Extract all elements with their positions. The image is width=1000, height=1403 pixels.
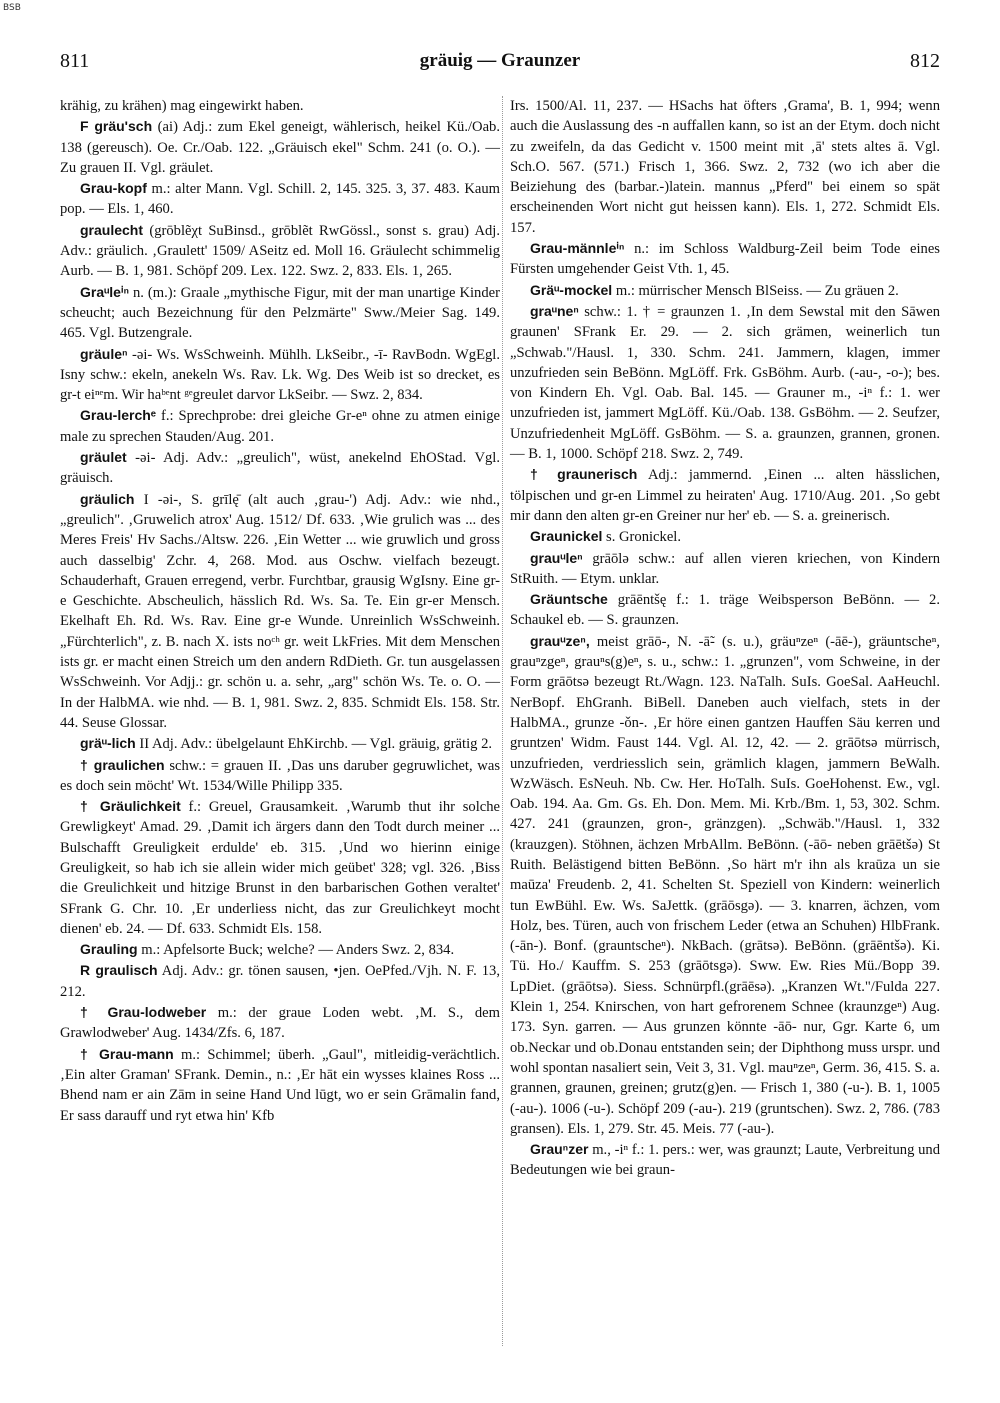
library-stamp: BSB [3, 3, 21, 13]
dictionary-entry [510, 526, 940, 547]
entry-text: schw.: 1. † = graunzen 1. ‚In dem Sewstal mit den Sāwen graunen' SFrank Er. 29. — 2. sich grämen, weinerlich tun „Schwab."/Hausl. 1, 330. Schm. 241. Jammern, klagen, immer unzufrieden sein BeBönn. MgLöff. Frk. GsBöhm. Aurb. (-au-, -o-); bes. von Kindern Eh. Vgl. Oab. Bal. 145. — Grauner m., -iⁿ f.: 1. wer unzufrieden ist, jammert MgLöff. Kü./Oab. 138. GsBöhm. — 2. Seufzer, Unzufriedenheit MgLöff. GsBöhm. — S. a. graunzen, grannen, gronen. — B. 1, 1000. Schöpf 218. Swz. 2, 749. [510, 303, 940, 463]
page-number-left: 811 [60, 50, 90, 72]
entry-text: n. (m.): Graale „mythische Figur, mit der man unartige Kinder scheucht; auch Bezeichnung für den Pelzmärte" Sww./Meier Sag. 149. 465. Vgl. Butzengrale. [60, 284, 500, 342]
entry-text: Adj.: jammernd. ‚Einen ... alten hässlichen, tölpischen und gr-en Limmel zu heiraten' Aug. 1710/Aug. 201. ‚So gebt mir dann den alten gr-en Greiner nur her' eb. — S. a. greinerisch. [510, 467, 941, 524]
entry-text: -əi- Ws. WsSchweinh. Mühlh. LkSeibr., -ī- RavBodn. WgEgl. Isny schw.: ekeln, anekeln Ws. Rav. Lk. Wg. Des Weib ist so drecket, es gr-t eiⁿᵉm. Wir haᵇᵉnt ᵍᵉgreulet darvor LkSeibr. — Swz. 2, 834. [60, 346, 500, 404]
entry-headword: † graulichen [80, 756, 165, 773]
entry-headword: Grauling [80, 941, 138, 958]
dictionary-entry [510, 301, 940, 464]
entry-text: -əi- Adj. Adv.: „greulich", wüst, anekelnd EhOStad. Vgl. gräuisch. [60, 450, 500, 487]
entry-text: (ai) Adj.: zum Ekel geneigt, wählerisch, heikel Kü./Oab. 138 (gereusch). Oe. Cr./Oab. 122. „Gräuisch ekel" Schm. 241 (o. O.). — Zu grauen II. Vgl. gräulet. [60, 119, 500, 176]
entry-headword: Gräᵘ-mockel [530, 281, 613, 298]
dictionary-entry [510, 238, 940, 280]
entry-text: schw.: = grauen II. ‚Das uns daruber gegruwlichet, was es doch sein möcht' Wt. 1534/Wille Philipp 335. [60, 757, 500, 794]
dictionary-entry [60, 220, 500, 282]
entry-headword: gräulet [80, 449, 127, 466]
dictionary-entry [510, 464, 940, 526]
entry-text: II Adj. Adv.: übelgelaunt EhKirchb. — Vgl. gräuig, grätig 2. [139, 736, 493, 753]
dictionary-entry [60, 1044, 500, 1126]
dictionary-entry [60, 489, 500, 734]
dictionary-entry [60, 796, 500, 939]
entry-headword: grauᵘleⁿ [530, 549, 583, 566]
entry-text: I -əi-, S. grīlę̄ (alt auch ‚grau-') Adj. Adv.: wie nhd., „greulich". ‚Gruwelich atrox' Aug. 1512/ Df. 633. ‚Wie grulich was ... des Meres Freis' Hv Sachs./Altsw. 226. ‚Ein Wetter ... wie gruwlich und gross auch dasselbig' Zchr. 4, 268. Mod. aus Oschw. vielfach bezeugt. Schauderhaft, Grauen erregend, verbr. Furchtbar, grausig WgIsny. Eine gr-e Geschichte. Abscheulich, hässlich Rd. Ws. Sa. Te. Ein gr-er Mensch. Ekelhaft Eh. Rd. Ws. Rav. Eine gr-e Wunde. Unreinlich WsSchweinh. „Fürchterlich", z. B. nach X. ists noᶜʰ gr. weit LkFries. Mit dem Menschen ists gr. er macht einen Streich um den andern RdDieth. Gr. tun ausgelassen WsSchweinh. Vor Adjj.: gr. schön u. a. sehr, „arg" schön Ws. Te. o. O. — In der HalbMA. wie nhd. — B. 1, 981. Swz. 2, 835. Schmidt Els. 158. Str. 44. Seuse Glossar. [60, 491, 500, 731]
entry-text: f.: Greuel, Grausamkeit. ‚Warumb thut ihr solche Grewligkeyt' Amad. 29. ‚Damit ich ärgers dann den Todt durch meiner ... Bulschafft Greuligkeit erdulde' eb. 315. ‚Und wo hierinn einige Greuligkeit, so hab ich sie allein wider mich geübet' 328; vgl. 326. ‚Biss die Greulichkeit und hitzige Brunst in den barbarischen Gothen veraltet' SFrank G. Chr. 10. ‚Er underliess nicht, das zur Greulichkeyt mocht dienen' eb. 24. — Df. 633. Schmidt Els. 158. [60, 799, 501, 937]
page-number-right: 812 [910, 50, 940, 72]
dictionary-entry [510, 1139, 940, 1181]
entry-text: Adj. Adv.: gr. tönen sausen, •jen. OePfed./Vjh. N. F. 13, 212. [60, 963, 500, 1000]
entry-headword: † Gräulichkeit [80, 798, 181, 815]
dictionary-entry [60, 733, 500, 754]
entry-headword: Grauⁿzer [530, 1141, 589, 1158]
entry-text: n.: im Schloss Waldburg-Zeil beim Tode eines Fürsten umgehender Geist Vth. 1, 45. [510, 241, 940, 278]
dictionary-entry [510, 548, 940, 590]
right-column [510, 96, 940, 1181]
dictionary-entry [60, 960, 500, 1002]
entry-text: meist grāō-, N. -ā̃- (s. u.), gräuⁿzeⁿ (-āē-), gräuntscheⁿ, grauⁿzgeⁿ, grauⁿs(g)eⁿ, s. u., schw.: 1. „grunzen", vom Schweine, in der Form grāōtsə bezeugt Rt./Wagn. 123. NaTalh. SuIs. GoeSal. AaHeuchl. NerBopf. EhGranh. BiBell. Daneben auch vielfach, stets in der HalbMA., grunze -ǒn-. ‚Er höre einen gantzen Hauffen Säu kerren und gruntzen' Widm. Faust 144. Vgl. Al. 12, 42. — 2. grāōtsə mürrisch, unzufrieden, verdriesslich sein, grämlich klagen, jammern BeWalh. WzWäsch. EsNeuh. Nb. Cw. Her. HoTalh. SuIs. GoeHohenst. Ew., vgl. Oab. 194. Aa. Gm. Gs. Eh. Don. Mem. Mi. Krb./Bm. 1, 53, 302. Schm. 427. 241 (graunzen, gron-, gränzgen). „Schwäb."/Hausl. 1, 332 (krauzgen). Stöhnen, ächzen MrbAllm. BeBönn. (-āō- neben grāētšə) St Ruith. Belästigend bitten BeBönn. ‚So härt m'r ihn als kraūza un sie maūza' Freudenb. 2, 41. Schelten St. Speziell von Kindern: weinerlich tun EwBühl. Ew. Ws. SaJettk. (grāōsgə). — 3. knarren, ächzen, vom Holz, bes. Türen, auch von frischem Leder (etwa an Schuhen) HlbFrank. (-ān-). Bonf. (grauntscheⁿ). NkBach. (grātsə). BeBönn. (grāēntšə). Ki. Tü. Ho./ Kauffm. S. 253 (grāōtsgə). Sww. Ew. Ries Mü./Bopp 39. LpDiet. (grāōtsə). Siess. Schnürpfl.(grāēsə). „Kranzen Wt."/Fulda 227. Klein 1, 254. Knirschen, von hart gefrorenem Schnee (kraunzgeⁿ) Aug. 173. Syn. garren. — Aus grunzen könnte -āō- nur, Ggr. Karte 6, um ob.Neckar und ob.Donau entstanden sein; der Diphthong muss urspr. und wohl spontan nasaliert sein, Veit 3, 31. Vgl. mauⁿzeⁿ, Germ. 36, 415. S. a. grannen, graunen, greinen; grutz(g)en. — Frisch 1, 380 (-u-). B. 1, 1005 (-au-). 1006 (-u-). Schöpf 209 (-au-). 219 (gruntschen). Swz. 2, 786. (783 gransen). Els. 1, 279. Str. 45. Meis. 77 (-au-). [510, 633, 940, 1137]
entry-text: m.: Schimmel; überh. „Gaul", mitleidig-verächtlich. ‚Ein alter Graman' SFrank. Demin., n.: ‚Er hāt ein wysses klaines Ross ... Bhend nam er ain Zām in seine Hand Und lūgt, wo er sein Grāmalin fand, Er sass darauff und ryt etwa hin' Kfb [60, 1046, 500, 1124]
dictionary-entry [510, 589, 940, 631]
entry-headword: gräulich [80, 490, 135, 507]
entry-text: f.: Sprechprobe: drei gleiche Gr-eⁿ ohne zu atmen einige male zu sprechen Stauden/Aug. 201. [60, 408, 500, 445]
entry-headword: Grau-kopf [80, 180, 147, 197]
dictionary-entry [510, 96, 940, 238]
dictionary-entry [510, 280, 940, 301]
entry-headword: gräᵘ-lich [80, 735, 136, 752]
dictionary-entry [60, 447, 500, 489]
entry-headword: R graulisch [80, 962, 158, 979]
dictionary-entry [60, 1002, 500, 1044]
entry-headword: graᵘneⁿ [530, 302, 579, 319]
entry-text: grāēntšę f.: 1. träge Weibsperson BeBönn. — 2. Schaukel eb. — S. graunzen. [510, 592, 940, 629]
entry-headword: grauᵘzeⁿ, [530, 632, 590, 649]
entry-headword: gräuleⁿ [80, 345, 128, 362]
entry-headword: † Grau-mann [80, 1045, 174, 1062]
entry-text: m., -iⁿ f.: 1. pers.: wer, was graunzt; Laute, Verbreitung und Bedeutungen wie bei graun- [510, 1142, 940, 1179]
dictionary-entry [60, 116, 500, 178]
entry-text: Irs. 1500/Al. 11, 237. — HSachs hat öfters ‚Grama', B. 1, 994; wenn auch die Auslassung des -n auffallen kann, so ist an der Etym. doch nicht zu zweifeln, da das Gedicht v. 1500 meint mit ‚ā' stets altes ā. Vgl. Sch.O. 567. (571.) Frisch 1, 366. Swz. 2, 732 (wo ich aber die Beiziehung des (barbar.-)latein. mannus „Pferd" bei einem so spät erscheinenden Wort nicht gut heissen kann). Els. 1, 272. Schmidt Els. 157. [510, 98, 940, 236]
dictionary-entry [60, 282, 500, 344]
entry-headword: Graᵘleⁱⁿ [80, 283, 129, 300]
entry-text: krähig, zu krähen) mag eingewirkt haben. [60, 98, 304, 114]
dictionary-entry [60, 405, 500, 447]
entry-headword: Gräuntsche [530, 591, 608, 608]
dictionary-entry [60, 939, 500, 960]
dictionary-entry [60, 178, 500, 220]
column-divider [502, 96, 503, 1346]
running-title: gräuig — Graunzer [419, 50, 581, 71]
entry-text: (grōblẽχt SuBinsd., grōblẽt RwGössl., sonst s. grau) Adj. Adv.: gräulich. ‚Graulett' 1509/ ASeitz ed. Moll 16. Gräulecht schimmelig Aurb. — B. 1, 981. Schöpf 209. Lex. 122. Swz. 2, 833. Els. 1, 265. [60, 222, 500, 280]
entry-text: m.: mürrischer Mensch BlSeiss. — Zu gräuen 2. [615, 282, 899, 299]
entry-text: m.: alter Mann. Vgl. Schill. 2, 145. 325. 3, 37. 483. Kaum pop. — Els. 1, 460. [60, 181, 500, 218]
entry-headword: graulecht [80, 221, 144, 238]
entry-headword: F gräu'sch [80, 118, 153, 135]
entry-text: grāōlə schw.: auf allen vieren kriechen, von Kindern StRuith. — Etym. unklar. [510, 550, 940, 587]
entry-headword: Graunickel [530, 528, 603, 545]
left-column [60, 96, 500, 1126]
dictionary-entry [510, 631, 940, 1139]
dictionary-entry [60, 344, 500, 406]
entry-headword: † Grau-lodweber [80, 1004, 207, 1021]
dictionary-entry [60, 96, 500, 116]
entry-headword: † graunerisch [530, 466, 638, 483]
page-header [60, 50, 940, 80]
entry-headword: Grau-männleⁱⁿ [530, 240, 625, 257]
entry-headword: Grau-lerchᵉ [80, 407, 157, 424]
entry-text: s. Gronickel. [606, 529, 682, 546]
dictionary-entry [60, 755, 500, 797]
entry-text: m.: Apfelsorte Buck; welche? — Anders Swz. 2, 834. [141, 942, 455, 959]
entry-text: m.: der graue Loden webt. ‚M. S., dem Grawlodweber' Aug. 1434/Zfs. 6, 187. [60, 1005, 500, 1042]
